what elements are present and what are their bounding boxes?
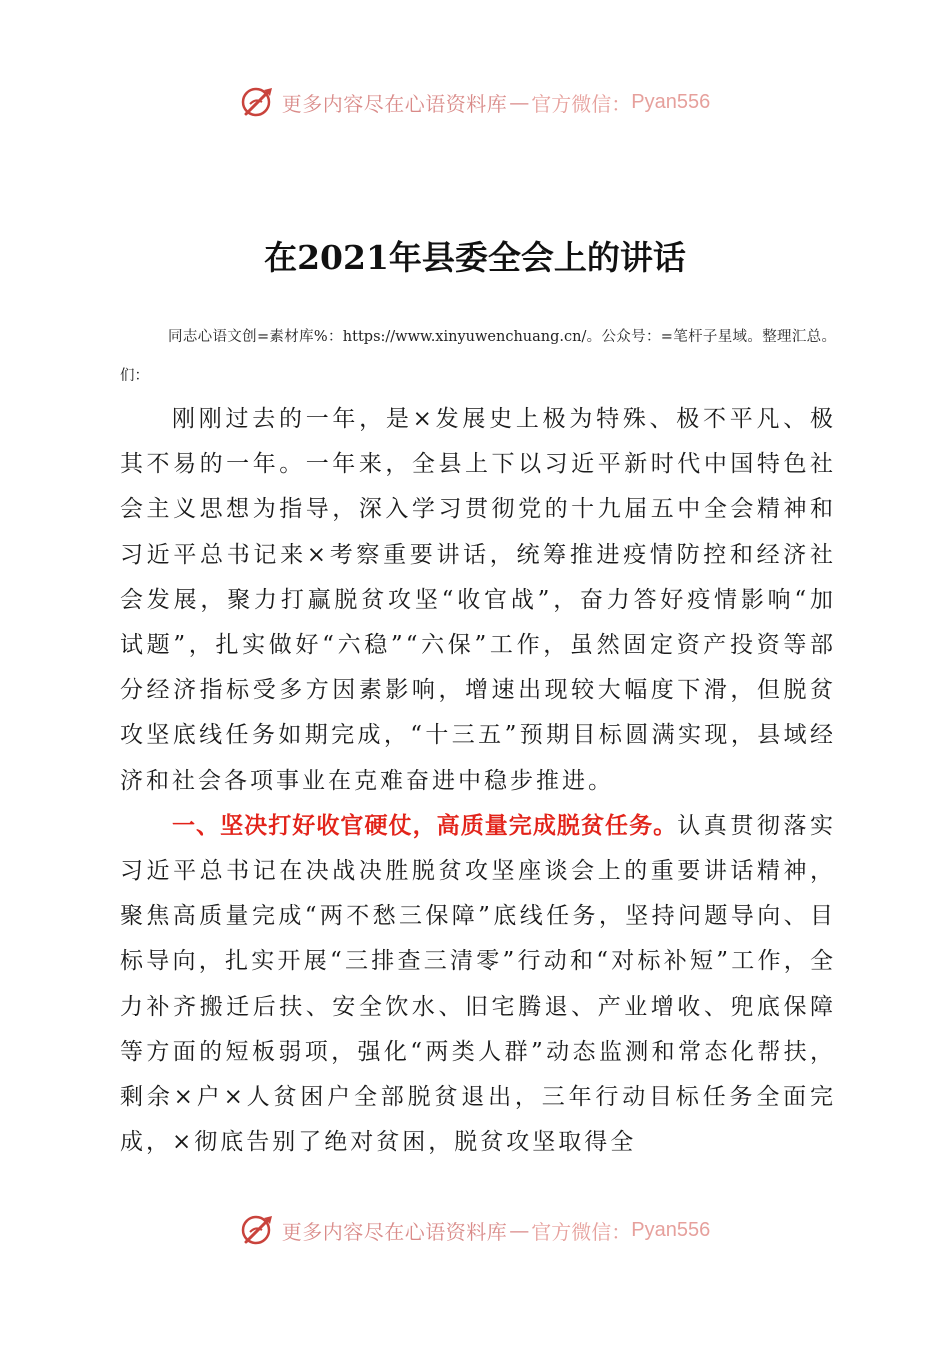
banner-wechat-id: Pyan556 [631,1218,711,1241]
banner-wechat-label: 官方微信： [531,1219,632,1244]
paragraph-intro: 刚刚过去的一年，是×发展史上极为特殊、极不平凡、极其不易的一年。一年来，全县上下以习近平新时代中国特色社会主义思想为指导，深入学习贯彻党的十九届五中全会精神和习近平总书记来×考察重要讲话，统筹推进疫情防控和经济社会发展，聚力打赢脱贫攻坚“收官战”，奋力答好疫情影响“加试题”，扎实做好“六稳”“六保”工作，虽然固定资产投资等部分经济指标受多方因素影响，增速出现较大幅度下滑，但脱贫攻坚底线任务如期完成，“十三五”预期目标圆满实现，县域经济和社会各项事业在克难奋进中稳步推进。 [120,406,836,794]
banner-text: 更多内容尽在心语资料库 [281,91,508,116]
header-watermark-banner [0,80,950,124]
banner-wechat-label: 官方微信： [531,91,632,116]
banner-text: 更多内容尽在心语资料库 [281,1219,508,1244]
pen-logo-icon [240,1212,276,1248]
banner-wechat-id: Pyan556 [631,90,711,113]
document-body [120,397,836,1165]
section-heading: 一、坚决打好收官硬仗，高质量完成脱贫任务。 [172,812,678,839]
document-title: 在2021年县委全会上的讲话 [264,238,686,277]
section-text: 认真贯彻落实习近平总书记在决战决胜脱贫攻坚座谈会上的重要讲话精神，聚焦高质量完成“两不愁三保障”底线任务，坚持问题导向、目标导向，扎实开展“三排查三清零”行动和“对标补短”工作，全力补齐搬迁后扶、安全饮水、旧宅腾退、产业增收、兜底保障等方面的短板弱项，强化“两类人群”动态监测和常态化帮扶，剩余×户×人贫困户全部脱贫退出，三年行动目标任务全面完成，×彻底告别了绝对贫困，脱贫攻坚取得全 [120,812,837,1156]
paragraph-section-1 [120,804,836,1166]
pen-logo-icon [240,84,276,120]
banner-dash: — [509,1218,530,1242]
source-line: 同志心语文创=素材库%：https://www.xinyuwenchuang.cn/。公众号：=笔杆子星域。整理汇总。们： [120,329,836,384]
footer-watermark-banner [0,1208,950,1252]
banner-dash: — [509,90,530,114]
